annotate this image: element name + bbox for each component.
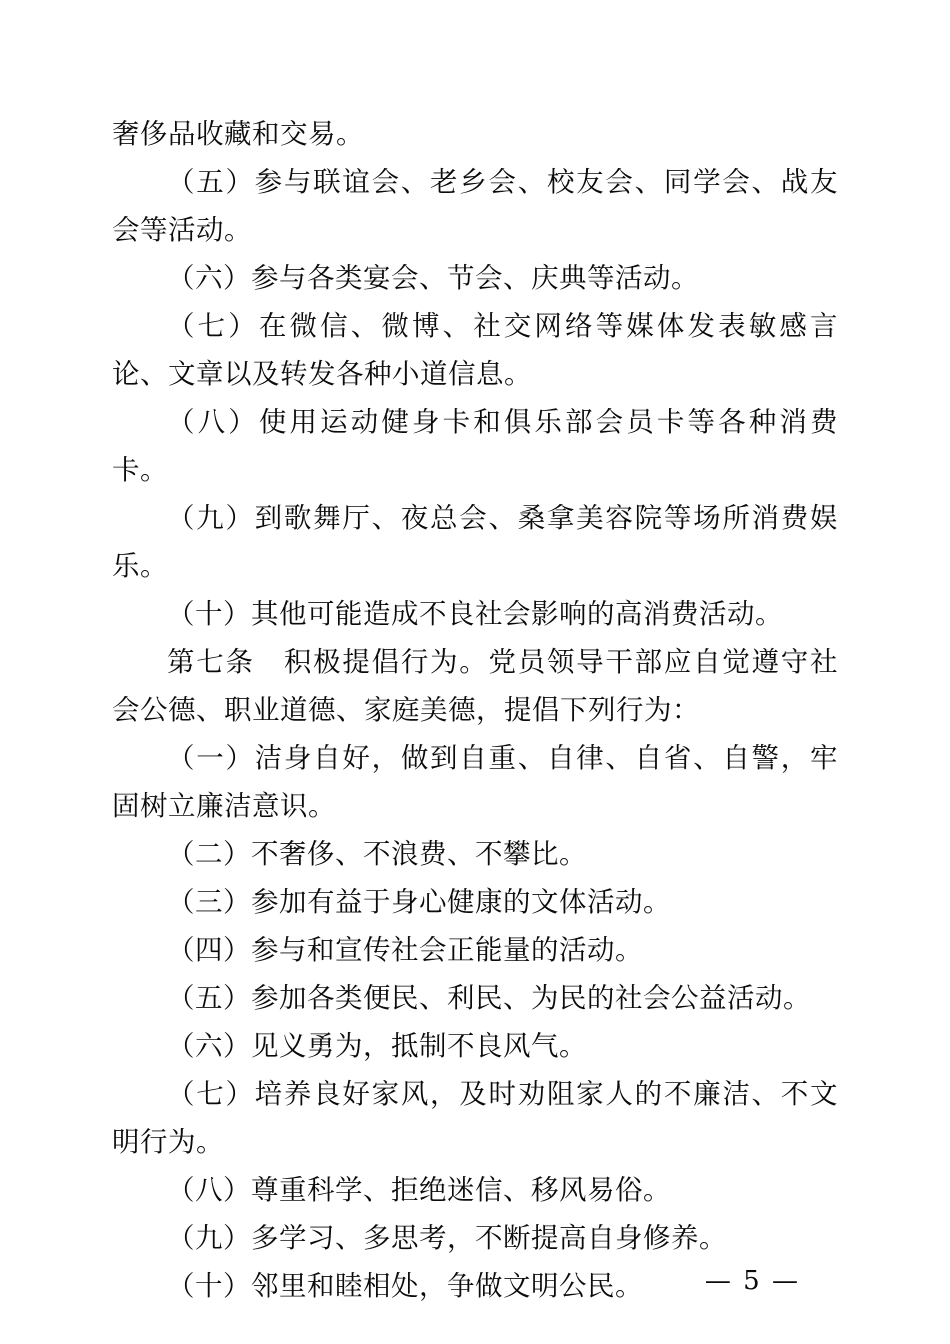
paragraph-item-6: （六）参与各类宴会、节会、庆典等活动。 xyxy=(167,262,699,294)
paragraph-good-4: （四）参与和宣传社会正能量的活动。 xyxy=(167,934,643,966)
page-number: — 5 — xyxy=(704,1266,800,1296)
paragraph-item-8: （八）使用运动健身卡和俱乐部会员卡等各种消费卡。 xyxy=(112,406,838,486)
paragraph-good-10: （十）邻里和睦相处，争做文明公民。 xyxy=(167,1270,643,1302)
paragraph-good-3: （三）参加有益于身心健康的文体活动。 xyxy=(167,886,671,918)
paragraph-item-7: （七）在微信、微博、社交网络等媒体发表敏感言论、文章以及转发各种小道信息。 xyxy=(112,310,838,390)
paragraph-good-8: （八）尊重科学、拒绝迷信、移风易俗。 xyxy=(167,1174,671,1206)
paragraph-article-seven: 第七条 积极提倡行为。党员领导干部应自觉遵守社会公德、职业道德、家庭美德，提倡下列行为： xyxy=(112,646,838,726)
paragraph-item-5: （五）参与联谊会、老乡会、校友会、同学会、战友会等活动。 xyxy=(112,166,838,246)
document-text-body xyxy=(112,110,838,1310)
paragraph-good-6: （六）见义勇为，抵制不良风气。 xyxy=(167,1030,587,1062)
paragraph-good-9: （九）多学习、多思考，不断提高自身修养。 xyxy=(167,1222,727,1254)
paragraph-item-9: （九）到歌舞厅、夜总会、桑拿美容院等场所消费娱乐。 xyxy=(112,502,838,582)
paragraph-good-7: （七）培养良好家风，及时劝阻家人的不廉洁、不文明行为。 xyxy=(112,1078,838,1158)
paragraph-item-10: （十）其他可能造成不良社会影响的高消费活动。 xyxy=(167,598,783,630)
paragraph-continued: 奢侈品收藏和交易。 xyxy=(112,118,364,150)
paragraph-good-5: （五）参加各类便民、利民、为民的社会公益活动。 xyxy=(167,982,811,1014)
paragraph-good-1: （一）洁身自好，做到自重、自律、自省、自警，牢固树立廉洁意识。 xyxy=(112,742,838,822)
paragraph-good-2: （二）不奢侈、不浪费、不攀比。 xyxy=(167,838,587,870)
